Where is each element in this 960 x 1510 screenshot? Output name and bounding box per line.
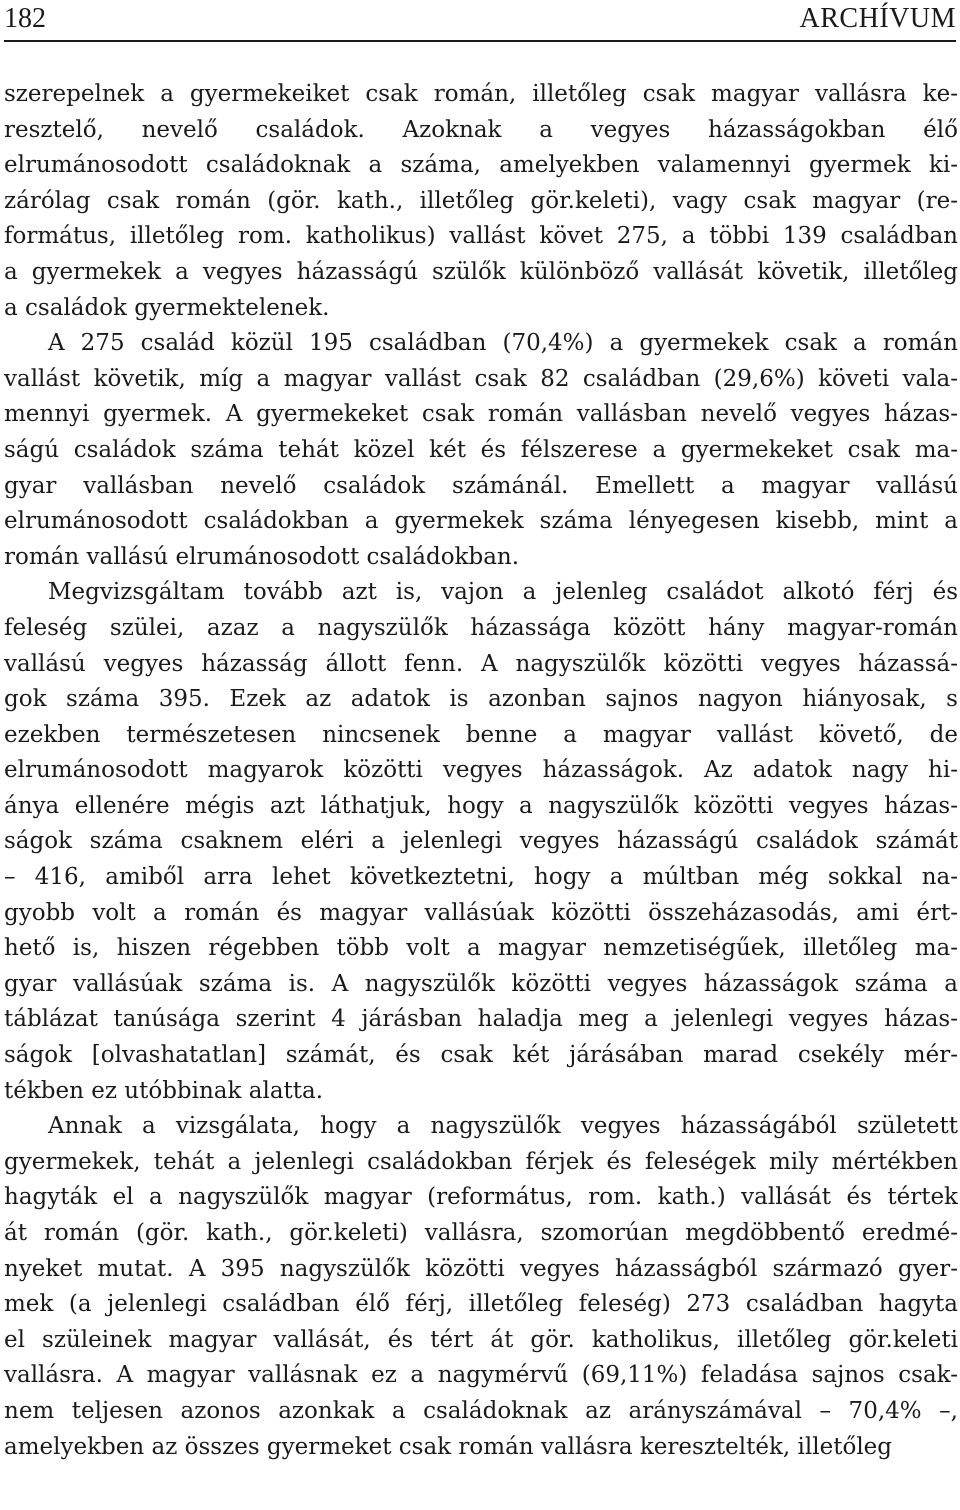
text-line: vallást követik, míg a magyar vallást csak 82 családban (29,6%) követi vala-: [4, 365, 958, 392]
text-line: elrumánosodott családokban a gyermekek száma lényegesen kisebb, mint a: [4, 508, 958, 535]
paragraph: [4, 1109, 958, 1465]
text-line: román vallású elrumánosodott családokban.: [4, 543, 520, 570]
running-head: ARCHÍVUM: [799, 3, 956, 34]
text-line: ságok [olvashatatlan] számát, és csak két járásában marad csekély mér-: [4, 1042, 958, 1069]
text-line: ánya ellenére mégis azt láthatjuk, hogy a nagyszülők közötti vegyes házas-: [4, 792, 958, 819]
text-line: ságok száma csaknem eléri a jelenlegi vegyes házasságú családok számát: [4, 828, 958, 855]
text-line: gyar vallásban nevelő családok számánál. Emellett a magyar vallású: [4, 472, 958, 499]
text-line: Megvizsgáltam tovább azt is, vajon a jelenleg családot alkotó férj és: [48, 579, 958, 606]
text-line: a családok gyermektelenek.: [4, 294, 330, 321]
body-text: [4, 77, 958, 1465]
text-line: – 416, amiből arra lehet következtetni, hogy a múltban még sokkal na-: [4, 864, 958, 891]
text-line: táblázat tanúsága szerint 4 járásban haladja meg a jelenlegi vegyes házas-: [4, 1006, 958, 1033]
text-line: A 275 család közül 195 családban (70,4%) a gyermekek csak a román: [48, 330, 958, 357]
text-line: a gyermekek a vegyes házasságú szülők különböző vallását követik, illetőleg: [4, 258, 958, 285]
text-line: feleség szülei, azaz a nagyszülők házassága között hány magyar-román: [4, 614, 958, 641]
text-line: nem teljesen azonos azonkak a családoknak az arányszámával – 70,4% –,: [4, 1397, 958, 1424]
paragraph: [4, 326, 958, 575]
text-line: elrumánosodott családoknak a száma, amelyekben valamennyi gyermek ki-: [4, 152, 958, 179]
paragraph: [4, 77, 958, 326]
text-line: elrumánosodott magyarok közötti vegyes házasságok. Az adatok nagy hi-: [4, 757, 958, 784]
text-line: ezekben természetesen nincsenek benne a magyar vallást követő, de: [4, 721, 958, 748]
text-line: gyar vallásúak száma is. A nagyszülők közötti vegyes házasságok száma a: [4, 970, 958, 997]
text-line: resztelő, nevelő családok. Azoknak a vegyes házasságokban élő: [4, 116, 958, 143]
text-line: vallású vegyes házasság állott fenn. A nagyszülők közötti vegyes házassá-: [4, 650, 958, 677]
text-line: vallásra. A magyar vallásnak ez a nagymérvű (69,11%) feladása sajnos csak-: [4, 1362, 958, 1389]
text-line: hető is, hiszen régebben több volt a magyar nemzetiségűek, illetőleg ma-: [4, 935, 958, 962]
page-header: [4, 0, 956, 42]
text-line: mennyi gyermek. A gyermekeket csak román vallásban nevelő vegyes házas-: [4, 401, 958, 428]
text-line: át román (gör. kath., gör.keleti) vallásra, szomorúan megdöbbentő eredmé-: [4, 1220, 958, 1246]
text-line: ságú családok száma tehát közel két és félszerese a gyermekeket csak ma-: [4, 436, 958, 463]
text-line: formátus, illetőleg rom. katholikus) vallást követ 275, a többi 139 családban: [4, 223, 958, 250]
text-line: nyeket mutat. A 395 nagyszülők közötti vegyes házasságból származó gyer-: [4, 1255, 958, 1282]
text-line: el szüleinek magyar vallását, és tért át gör. katholikus, illetőleg gör.keleti: [4, 1326, 958, 1353]
text-line: hagyták el a nagyszülők magyar (református, rom. kath.) vallását és tértek: [4, 1184, 958, 1211]
text-line: Annak a vizsgálata, hogy a nagyszülők vegyes házasságából született: [48, 1113, 958, 1140]
text-line: mek (a jelenlegi családban élő férj, illetőleg feleség) 273 családban hagyta: [4, 1291, 958, 1318]
paragraph: [4, 575, 958, 1109]
text-line: amelyekben az összes gyermeket csak román vallásra keresztelték, illetőleg: [4, 1433, 893, 1460]
text-line: szerepelnek a gyermekeiket csak román, illetőleg csak magyar vallásra ke-: [4, 81, 958, 107]
text-line: tékben ez utóbbinak alatta.: [4, 1077, 324, 1104]
text-line: zárólag csak román (gör. kath., illetőleg gör.keleti), vagy csak magyar (re-: [4, 187, 958, 214]
page-number: 182: [4, 3, 46, 34]
text-line: gyobb volt a román és magyar vallásúak közötti összeházasodás, ami ért-: [4, 899, 958, 926]
text-line: gok száma 395. Ezek az adatok is azonban sajnos nagyon hiányosak, s: [4, 686, 958, 713]
text-line: gyermekek, tehát a jelenlegi családokban férjek és feleségek mily mértékben: [4, 1148, 958, 1175]
